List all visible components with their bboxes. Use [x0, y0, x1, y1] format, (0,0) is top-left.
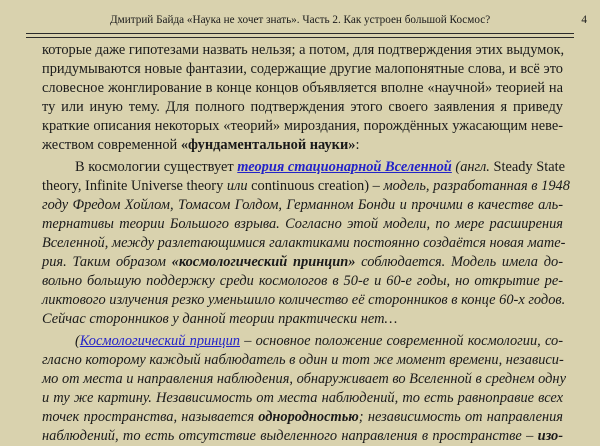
text-span: или [226, 178, 248, 194]
text-span: ( [75, 333, 80, 349]
text-span: ; независимость от направления [358, 409, 563, 425]
paragraph-line: Сейчас сторонников у данной теории практически нет… [42, 311, 398, 327]
paragraph-line: Вселенной, между разлетающимися галактиками постоянно создаётся новая мате- [42, 235, 566, 251]
text-span: – основное положение современной космологии, со- [239, 333, 563, 349]
text-span: theory, Infinite Universe theory [42, 178, 227, 194]
paragraph-line: мо от места и направления наблюдения, обнаруживает во Вселенной в среднем одну [42, 371, 566, 387]
paragraph-line: ту или иную тему. Для полного подтверждения этого своего заявления я приведу [42, 99, 563, 115]
paragraph-line: придумываются новые фантазии, содержащие другие малопонятные слова, и всё это [42, 61, 563, 77]
text-span: – модель, разработанная в 1948 [369, 178, 570, 194]
text-span: наблюдений, то есть отсутствие выделенного направления в пространстве – [42, 428, 538, 444]
paragraph-line [42, 408, 563, 427]
paragraph-line: словесное жонглирование в конце концов объявляется вполне «научной» теорией на [42, 80, 563, 96]
page-header [0, 10, 600, 30]
paragraph-line: году Фредом Хойлом, Томасом Голдом, Германном Бонди и прочими в качестве аль- [42, 197, 563, 213]
steady-state-theory-link[interactable]: теория стационарной Вселенной [237, 159, 452, 175]
paragraph-line: вольно большую поддержку среди космологов в 50-е и 60-е годы, но открытие ре- [42, 273, 563, 289]
text-span: англ. [460, 159, 490, 175]
text-span: рия. Таким образом [42, 254, 172, 270]
text-span: соблюдается. Модель имела до- [355, 254, 563, 270]
header-rule-bottom [26, 37, 574, 38]
header-title: Дмитрий Байда «Наука не хочет знать». Часть 2. Как устроен большой Космос? [110, 14, 491, 26]
paragraph-line [42, 332, 563, 351]
bold-term: «фундаментальной науки» [180, 137, 356, 153]
paragraph-line: и ту же картину. Независимость от места наблюдений, то есть равноправие всех [42, 390, 563, 406]
bold-term: «космологический принцип» [171, 254, 356, 270]
body-text [42, 41, 570, 446]
paragraph-line [42, 136, 563, 155]
paragraph-line [42, 253, 563, 272]
paragraph-line [42, 177, 570, 196]
text-span: жеством современной [42, 137, 181, 153]
text-span: Steady State [489, 159, 565, 175]
page-number: 4 [581, 14, 587, 26]
paragraph-line: которые даже гипотезами назвать нельзя; а потом, для подтверждения этих выдумок, [42, 42, 565, 58]
paragraph-line: ликтового излучения резко уменьшило количество её сторонников в конце 60-х годов. [42, 292, 566, 308]
paragraph-line [42, 158, 563, 177]
text-span: точек пространства, называется [42, 409, 259, 425]
bold-term: изо- [537, 428, 563, 444]
text-span: continuous creation) [247, 178, 370, 194]
text-span: ( [451, 159, 461, 175]
paragraph-line: тернативы теории Большого взрыва. Согласно этой модели, по мере расширения [42, 216, 563, 232]
paragraph-line: краткие описания некоторых «теорий» мироздания, порождённых ужасающим неве- [42, 118, 563, 134]
text-span: : [355, 137, 360, 153]
paragraph-line: гласно которому каждый наблюдатель в один и тот же момент времени, независи- [42, 352, 564, 368]
text-span: В космологии существует [75, 159, 238, 175]
bold-term: однородностью [258, 409, 359, 425]
header-rule-top [26, 33, 574, 34]
cosmological-principle-link[interactable]: Космологический принцип [79, 333, 240, 349]
paragraph-line [42, 427, 563, 446]
